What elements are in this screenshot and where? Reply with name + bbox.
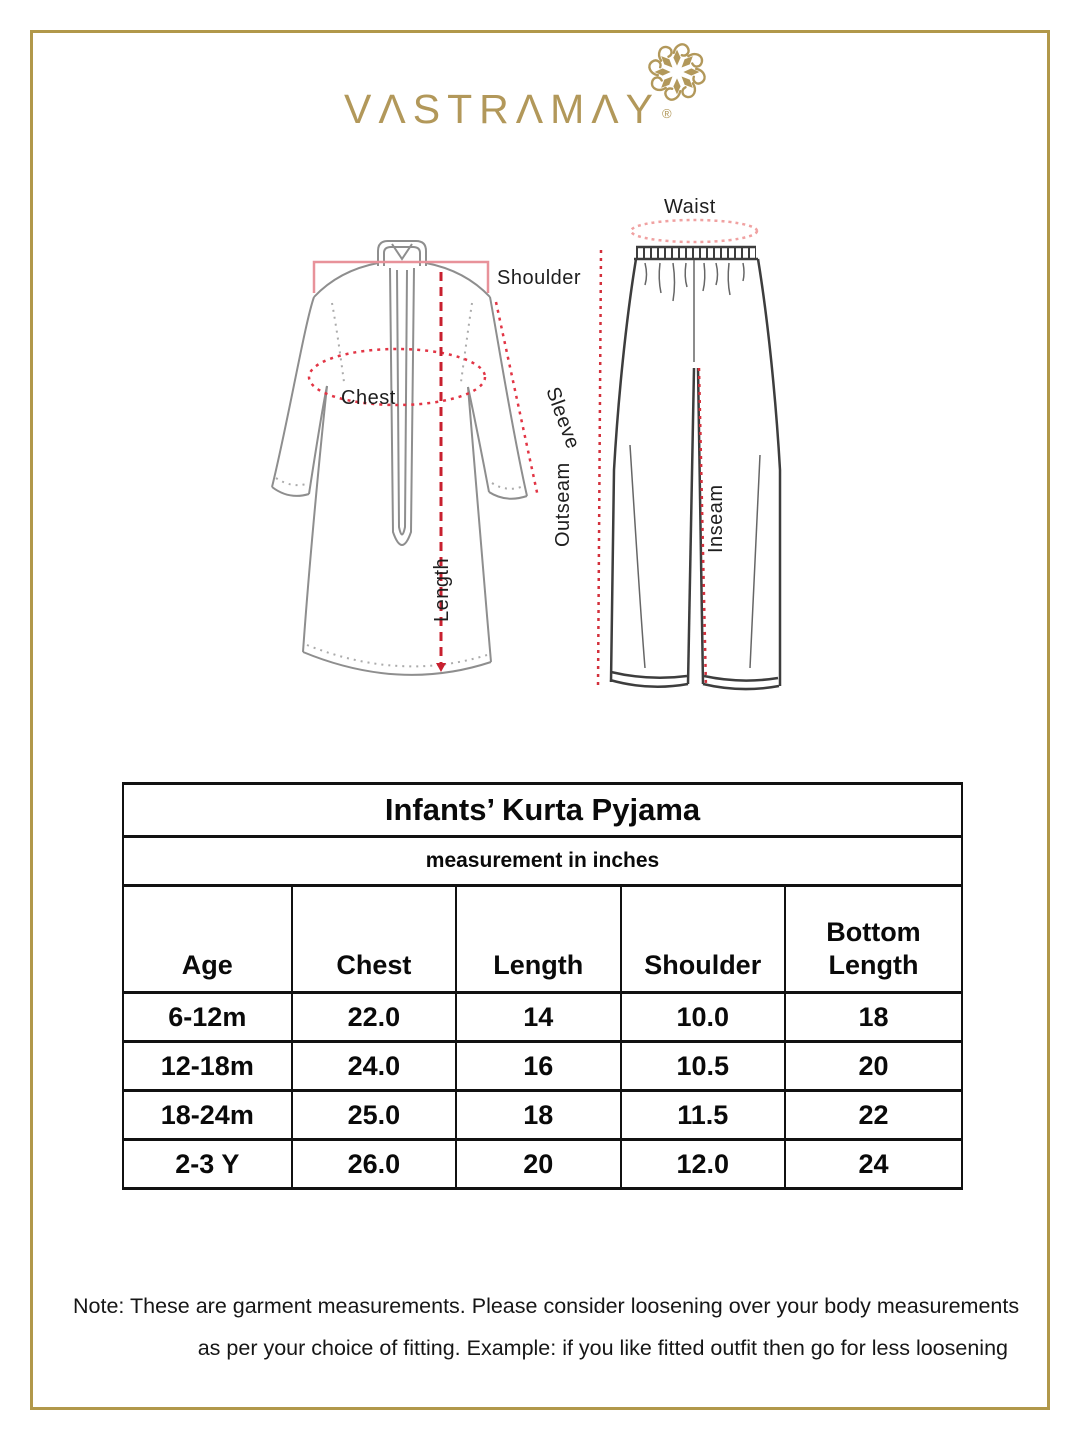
inseam-label: Inseam	[705, 484, 727, 553]
note-line-2: as per your choice of fitting. Example: if you like fitted outfit then go for less loosening	[197, 1336, 1008, 1360]
table-cell: 16	[456, 1042, 620, 1091]
shoulder-label: Shoulder	[497, 267, 582, 289]
table-cell: 20	[456, 1140, 620, 1189]
column-header: Length	[456, 886, 620, 993]
size-chart-table	[122, 782, 963, 1190]
registered-mark: ®	[661, 106, 672, 121]
table-row	[123, 1042, 962, 1091]
kurta-outline	[272, 241, 527, 675]
column-header: Age	[123, 886, 292, 993]
table-header-row	[123, 886, 962, 993]
table-title: Infants’ Kurta Pyjama	[123, 784, 962, 837]
table-cell: 24.0	[292, 1042, 456, 1091]
column-header: Shoulder	[621, 886, 785, 993]
table-cell: 14	[456, 993, 620, 1042]
table-cell: 6-12m	[123, 993, 292, 1042]
table-cell: 22.0	[292, 993, 456, 1042]
table-subtitle: measurement in inches	[123, 837, 962, 886]
table-cell: 2-3 Y	[123, 1140, 292, 1189]
table-row	[123, 1091, 962, 1140]
pyjama-outline	[610, 247, 780, 689]
table-row	[123, 993, 962, 1042]
outseam-label: Outseam	[552, 462, 574, 547]
table-cell: 11.5	[621, 1091, 785, 1140]
brand-wordmark: VΛSTRΛMΛY	[343, 86, 660, 132]
table-cell: 22	[785, 1091, 962, 1140]
length-label: Length	[431, 557, 453, 622]
table-cell: 26.0	[292, 1140, 456, 1189]
table-cell: 20	[785, 1042, 962, 1091]
sleeve-label: Sleeve	[541, 384, 584, 452]
table-cell: 10.5	[621, 1042, 785, 1091]
column-header: Chest	[292, 886, 456, 993]
waist-label: Waist	[664, 196, 716, 218]
note-line-1: Note: These are garment measurements. Please consider loosening over your body measurements	[73, 1294, 1020, 1318]
column-header: Bottom Length	[785, 886, 962, 993]
table-row	[123, 1140, 962, 1189]
table-cell: 24	[785, 1140, 962, 1189]
chest-label: Chest	[341, 387, 396, 409]
table-cell: 12-18m	[123, 1042, 292, 1091]
table-cell: 18-24m	[123, 1091, 292, 1140]
kurta-measures	[309, 262, 584, 672]
table-cell: 10.0	[621, 993, 785, 1042]
table-cell: 18	[785, 993, 962, 1042]
garment-note	[73, 1285, 1020, 1369]
table-cell: 25.0	[292, 1091, 456, 1140]
table-cell: 12.0	[621, 1140, 785, 1189]
table-cell: 18	[456, 1091, 620, 1140]
